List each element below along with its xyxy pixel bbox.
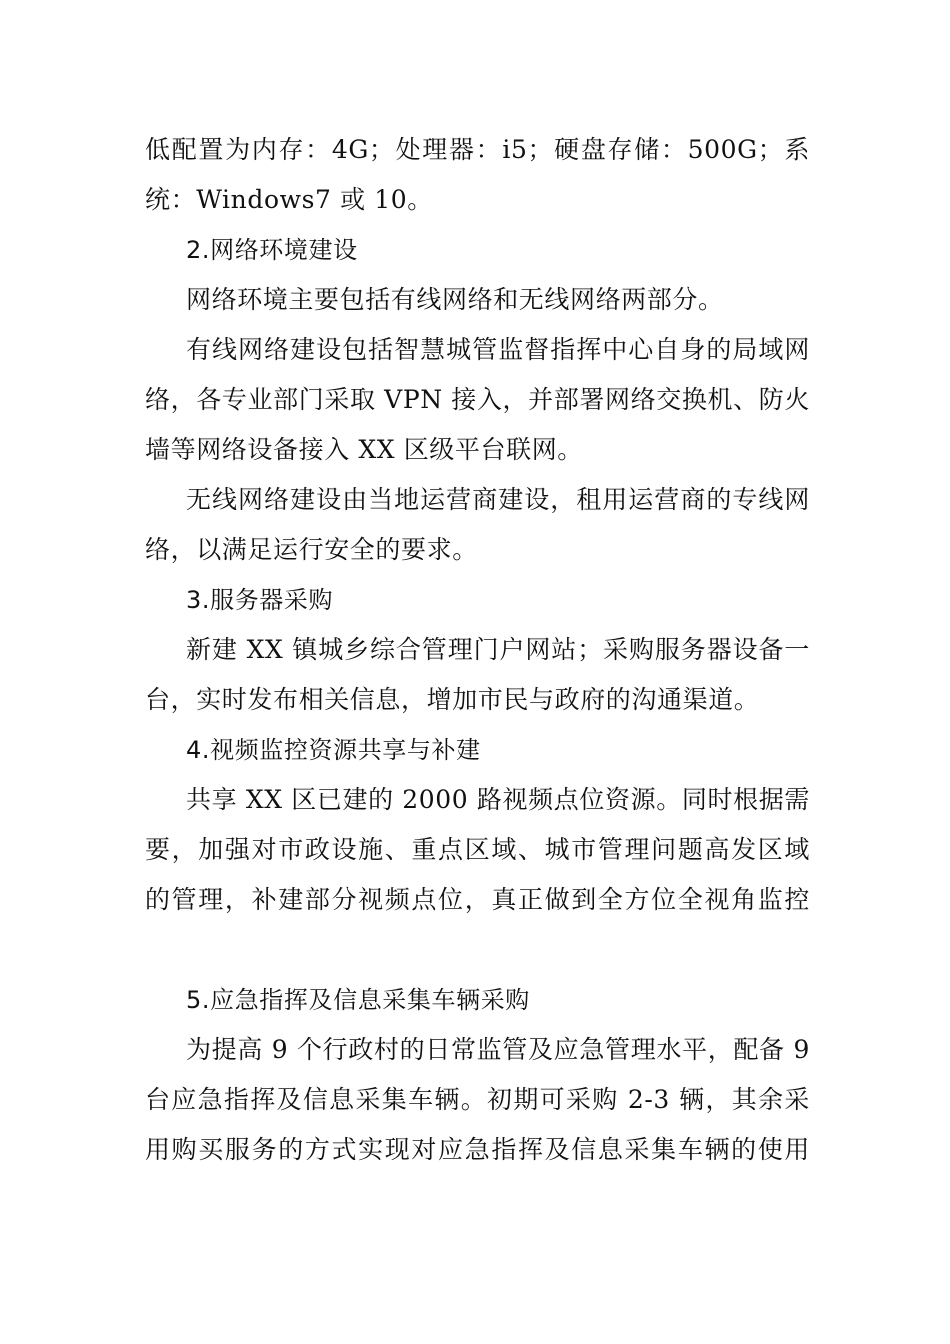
paragraph-line: 络，各专业部门采取 VPN 接入，并部署网络交换机、防火 [145,385,810,414]
paragraph-line: 台，实时发布相关信息，增加市民与政府的沟通渠道。 [145,685,760,714]
paragraph-line: 共享 XX 区已建的 2000 路视频点位资源。同时根据需 [186,785,810,814]
paragraph-line: 低配置为内存：4G；处理器：i5；硬盘存储：500G；系 [145,135,810,164]
paragraph-line: 新建 XX 镇城乡综合管理门户网站；采购服务器设备一 [186,635,810,664]
section-heading-server: 3.服务器采购 [186,586,334,614]
section-heading-video: 4.视频监控资源共享与补建 [186,736,481,764]
paragraph-line: 有线网络建设包括智慧城管监督指挥中心自身的局域网 [186,335,810,364]
paragraph-line: 要，加强对市政设施、重点区域、城市管理问题高发区域 [145,835,810,864]
paragraph-line: 墙等网络设备接入 XX 区级平台联网。 [145,435,583,464]
paragraph-line: 网络环境主要包括有线网络和无线网络两部分。 [186,285,724,314]
paragraph-line: 统：Windows7 或 10。 [145,185,433,214]
paragraph-line: 络，以满足运行安全的要求。 [145,535,478,564]
section-heading-vehicle: 5.应急指挥及信息采集车辆采购 [186,986,530,1014]
paragraph-line: 台应急指挥及信息采集车辆。初期可采购 2-3 辆，其余采 [145,1085,810,1114]
paragraph-line: 的管理，补建部分视频点位，真正做到全方位全视角监控 [145,885,810,914]
paragraph-line: 无线网络建设由当地运营商建设，租用运营商的专线网 [186,485,810,514]
section-heading-network: 2.网络环境建设 [186,236,358,264]
paragraph-line: 为提高 9 个行政村的日常监管及应急管理水平，配备 9 [186,1035,810,1064]
paragraph-line: 用购买服务的方式实现对应急指挥及信息采集车辆的使用 [145,1135,810,1164]
